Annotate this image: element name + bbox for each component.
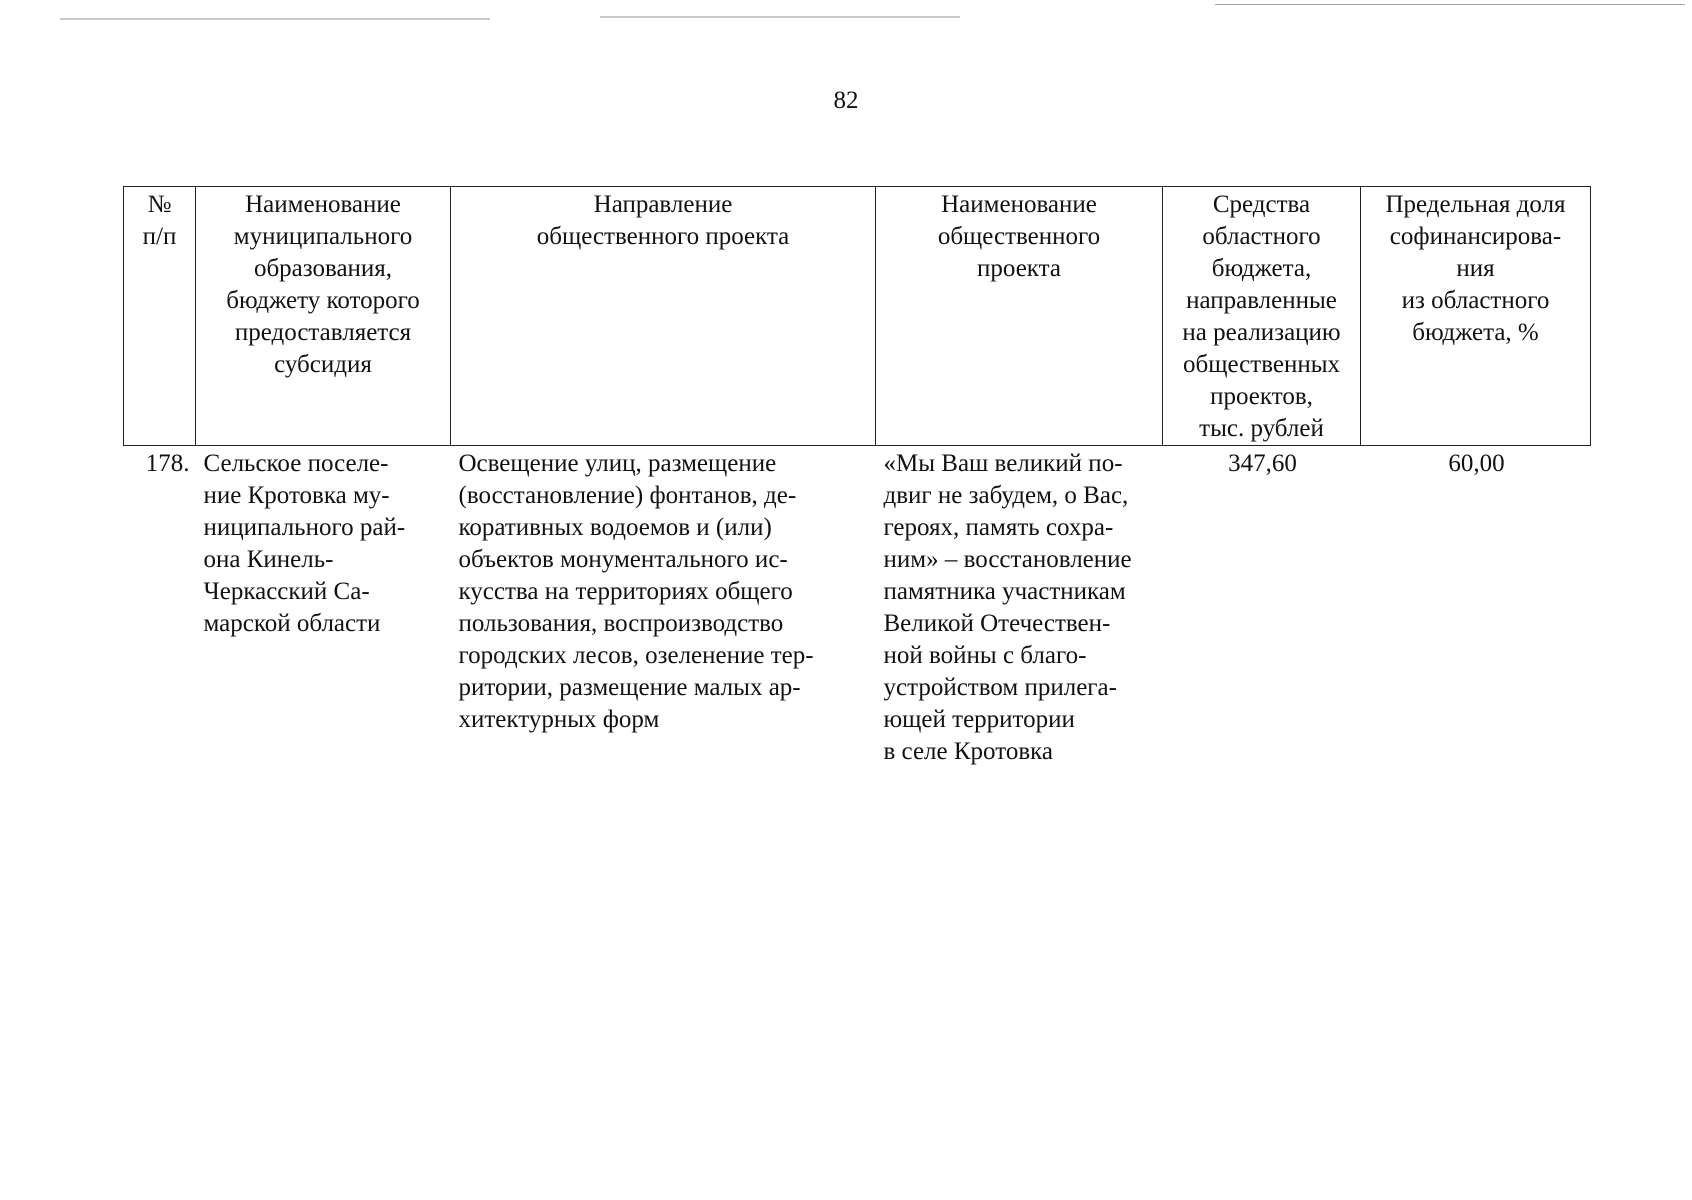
header-direction: Направление общественного проекта	[451, 187, 876, 446]
row-budget-funds: 347,60	[1228, 450, 1297, 477]
header-cofinancing-share: Предельная доля софинансирова- ния из областного бюджета, %	[1361, 187, 1591, 446]
table-body	[124, 446, 1591, 769]
scan-artifact	[60, 18, 490, 20]
row-direction: Освещение улиц, размещение (восстановление) фонтанов, де- коративных водоемов и (или) объектов монументального ис- кусства на территориях общего пользования, воспроизводство городских лесов, озеленение тер- ритории, размещение малых ар- хитектурных форм	[458, 450, 814, 733]
scan-artifact	[1215, 4, 1685, 5]
row-municipality: Сельское поселе- ние Кротовка му- ниципального рай- она Кинель- Черкасский Са- марской области	[203, 450, 406, 637]
subsidy-table	[123, 186, 1591, 768]
header-budget-funds: Средства областного бюджета, направленные на реализацию общественных проектов, тыс. рублей	[1163, 187, 1361, 446]
header-project-name: Наименование общественного проекта	[876, 187, 1163, 446]
table-row	[124, 446, 1591, 769]
header-row	[124, 187, 1591, 446]
header-municipality: Наименование муниципального образования, бюджету которого предоставляется субсидия	[196, 187, 451, 446]
table-header	[124, 187, 1591, 446]
scan-artifact	[600, 16, 960, 18]
row-project-name: «Мы Ваш великий по- двиг не забудем, о Вас, героях, память сохра- ним» – восстановление памятника участникам Великой Отечествен- ной войны с благо- устройством прилега- ющей территории в селе Кротовка	[883, 450, 1132, 765]
header-number: № п/п	[124, 187, 196, 446]
row-cofinancing-share: 60,00	[1448, 450, 1505, 477]
row-number: 178.	[145, 450, 190, 477]
page-number: 82	[833, 87, 859, 114]
